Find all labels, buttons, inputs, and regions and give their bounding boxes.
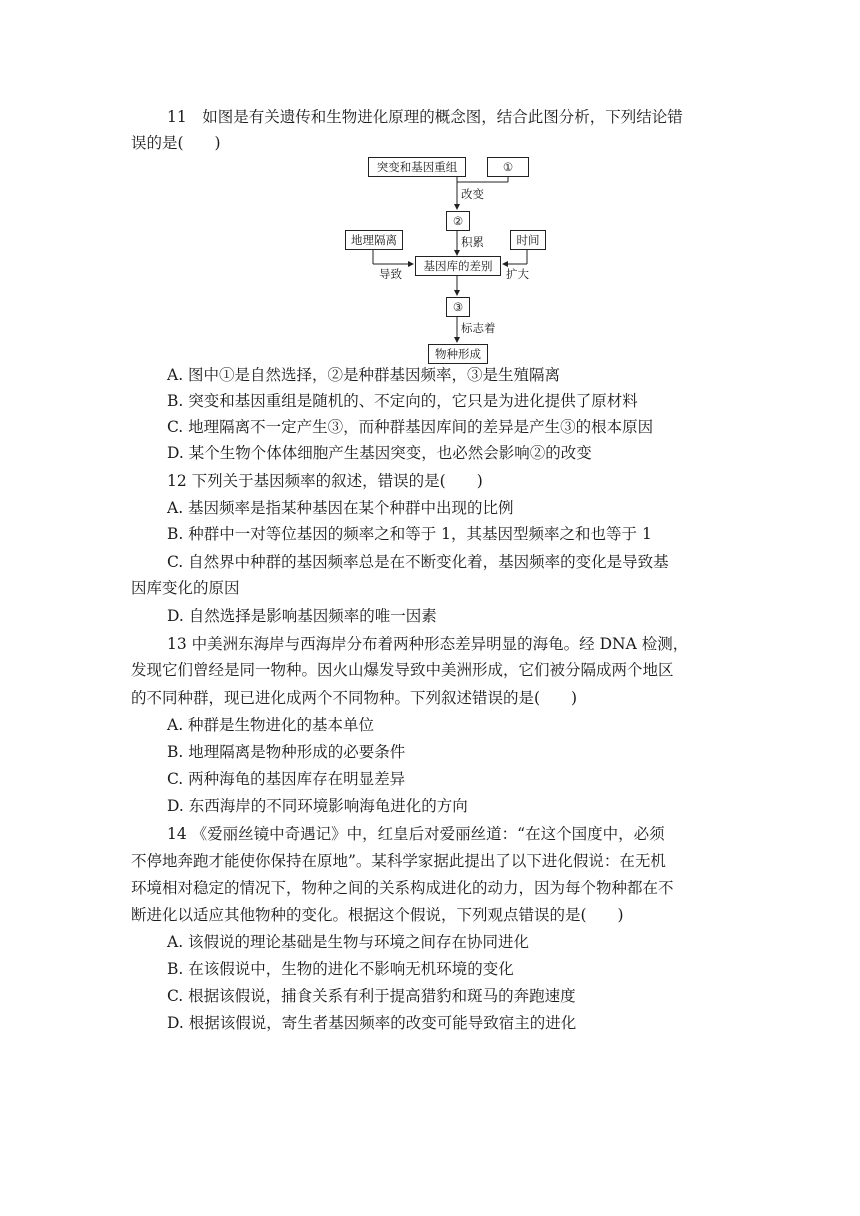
q14-option-a: A. 该假说的理论基础是生物与环境之间存在协同进化	[167, 933, 530, 951]
q13-option-c: C. 两种海龟的基因库存在明显差异	[167, 770, 406, 788]
q14-option-b: B. 在该假说中，生物的进化不影响无机环境的变化	[167, 960, 514, 978]
box-speciation: 物种形成	[428, 344, 488, 364]
q11-option-a: A. 图中①是自然选择，②是种群基因频率，③是生殖隔离	[167, 366, 561, 384]
label-lead-to: 导致	[379, 267, 402, 281]
q11-stem-line-1: 11 如图是有关遗传和生物进化原理的概念图，结合此图分析，下列结论错	[167, 108, 683, 126]
q11-option-d: D. 某个生物个体体细胞产生基因突变，也必然会影响②的改变	[167, 444, 592, 462]
q13-option-b: B. 地理隔离是物种形成的必要条件	[167, 743, 406, 761]
box-time: 时间	[510, 230, 546, 250]
q14-stem-line-1: 14 《爱丽丝镜中奇遇记》中，红皇后对爱丽丝道：“在这个国度中，必须	[167, 825, 665, 843]
label-change: 改变	[461, 187, 484, 201]
q11-option-c: C. 地理隔离不一定产生③，而种群基因库间的差异是产生③的根本原因	[167, 418, 654, 436]
q11-concept-diagram	[340, 152, 540, 366]
q14-stem-line-4: 断进化以适应其他物种的变化。根据这个假说，下列观点错误的是( )	[131, 906, 624, 924]
q14-stem-line-3: 环境相对稳定的情况下，物种之间的关系构成进化的动力，因为每个物种都在不	[131, 879, 674, 897]
q12-option-c-line-2: 因库变化的原因	[131, 579, 240, 597]
q11-option-b: B. 突变和基因重组是随机的、不定向的，它只是为进化提供了原材料	[167, 392, 638, 410]
q13-stem-line-1: 13 中美洲东海岸与西海岸分布着两种形态差异明显的海龟。经 DNA 检测，	[167, 635, 689, 653]
q12-option-c-line-1: C. 自然界中种群的基因频率总是在不断变化着，基因频率的变化是导致基	[167, 553, 669, 571]
q12-option-b: B. 种群中一对等位基因的频率之和等于 1，其基因型频率之和也等于 1	[167, 525, 652, 543]
box-blank-2: ②	[446, 211, 470, 231]
box-geographic-isolation: 地理隔离	[345, 230, 403, 250]
box-gene-pool-difference: 基因库的差别	[415, 256, 501, 276]
q14-stem-line-2: 不停地奔跑才能使你保持在原地”。某科学家据此提出了以下进化假说：在无机	[131, 852, 666, 870]
q12-option-d: D. 自然选择是影响基因频率的唯一因素	[167, 607, 437, 625]
q11-stem-line-2: 误的是( )	[131, 134, 221, 152]
box-blank-1: ①	[487, 157, 529, 177]
q14-option-c: C. 根据该假说，捕食关系有利于提高猎豹和斑马的奔跑速度	[167, 987, 576, 1005]
q12-stem: 12 下列关于基因频率的叙述，错误的是( )	[167, 472, 483, 490]
q13-option-a: A. 种群是生物进化的基本单位	[167, 716, 375, 734]
q14-option-d: D. 根据该假说，寄生者基因频率的改变可能导致宿主的进化	[167, 1014, 577, 1032]
q12-option-a: A. 基因频率是指某种基因在某个种群中出现的比例	[167, 499, 514, 517]
q13-option-d: D. 东西海岸的不同环境影响海龟进化的方向	[167, 797, 468, 815]
label-expand: 扩大	[506, 267, 529, 281]
label-marks: 标志着	[461, 321, 496, 335]
box-blank-3: ③	[446, 297, 470, 317]
box-mutation-recombination: 突变和基因重组	[368, 157, 466, 177]
label-accumulate: 积累	[461, 235, 484, 249]
q13-stem-line-2: 发现它们曾经是同一物种。因火山爆发导致中美洲形成，它们被分隔成两个地区	[131, 661, 674, 679]
q13-stem-line-3: 的不同种群，现已进化成两个不同物种。下列叙述错误的是( )	[131, 689, 578, 707]
